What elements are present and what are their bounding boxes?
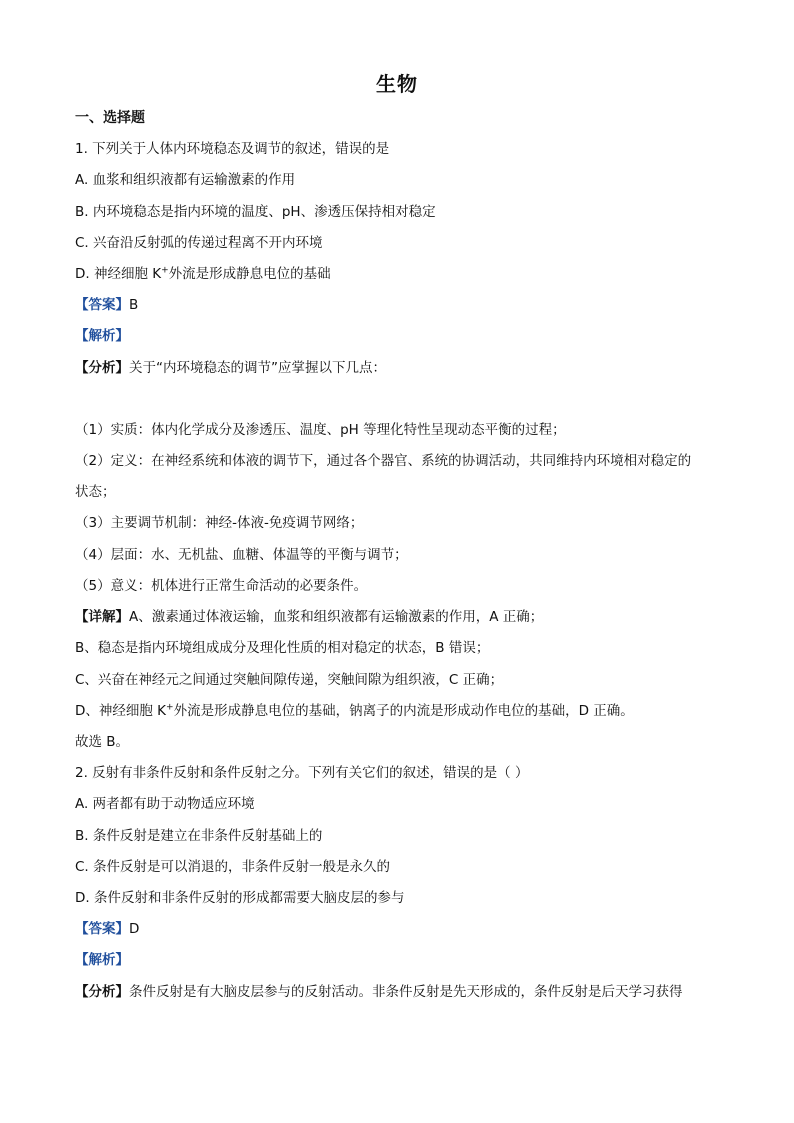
q1-option-d — [75, 264, 734, 284]
q2-fenxi — [75, 982, 734, 1002]
q1-answer — [75, 295, 734, 315]
fenxi-text: 条件反射是有大脑皮层参与的反射活动。非条件反射是先天形成的，条件反射是后天学习获得 — [129, 984, 683, 1000]
answer-value: B — [129, 297, 139, 313]
q1-conclusion: 故选 B。 — [75, 734, 130, 750]
q1-point-1: （1）实质：体内化学成分及渗透压、温度、pH 等理化特性呈现动态平衡的过程； — [75, 422, 566, 438]
q1-detail-b: B、稳态是指内环境组成成分及理化性质的相对稳定的状态，B 错误； — [75, 640, 490, 656]
potassium-charge: + — [166, 702, 174, 713]
detail-d-text-end: 外流是形成静息电位的基础，钠离子的内流是形成动作电位的基础，D 正确。 — [173, 703, 634, 719]
q1-point-3: （3）主要调节机制：神经-体液-免疫调节网络； — [75, 515, 364, 531]
q2-option-d: D. 条件反射和非条件反射的形成都需要大脑皮层的参与 — [75, 890, 405, 906]
fenxi-tag: 【分析】 — [75, 984, 129, 1000]
q1-stem: 1. 下列关于人体内环境稳态及调节的叙述，错误的是 — [75, 141, 390, 157]
answer-tag: 【答案】 — [75, 921, 129, 937]
potassium-charge: + — [161, 265, 169, 276]
answer-tag: 【答案】 — [75, 297, 129, 313]
q2-option-a: A. 两者都有助于动物适应环境 — [75, 796, 255, 812]
fenxi-text: 关于“内环境稳态的调节”应掌握以下几点： — [129, 360, 386, 376]
q1-option-d-text-start: D. 神经细胞 K — [75, 266, 162, 282]
q1-option-c: C. 兴奋沿反射弧的传递过程离不开内环境 — [75, 235, 323, 251]
q1-analysis — [75, 326, 734, 346]
q2-option-c: C. 条件反射是可以消退的，非条件反射一般是永久的 — [75, 859, 391, 875]
xiangjie-tag: 【详解】 — [75, 609, 129, 625]
q2-stem: 2. 反射有非条件反射和条件反射之分。下列有关它们的叙述，错误的是（ ） — [75, 765, 529, 781]
q1-point-2-cont: 状态； — [75, 484, 116, 500]
q1-detail-c: C、兴奋在神经元之间通过突触间隙传递，突触间隙为组织液，C 正确； — [75, 672, 504, 688]
answer-value: D — [129, 921, 140, 937]
q1-option-a: A. 血浆和组织液都有运输激素的作用 — [75, 172, 296, 188]
q2-option-b: B. 条件反射是建立在非条件反射基础上的 — [75, 828, 323, 844]
q2-analysis — [75, 950, 734, 970]
q1-point-2: （2）定义：在神经系统和体液的调节下，通过各个器官、系统的协调活动，共同维持内环境相对稳定的 — [75, 453, 692, 469]
q1-detail-a — [75, 607, 734, 627]
page-title: 生物 — [376, 72, 418, 96]
q1-option-d-text-end: 外流是形成静息电位的基础 — [168, 266, 331, 282]
detail-a-text: A、激素通过体液运输，血浆和组织液都有运输激素的作用，A 正确； — [129, 609, 544, 625]
fenxi-tag: 【分析】 — [75, 360, 129, 376]
detail-d-text-start: D、神经细胞 K — [75, 703, 167, 719]
q1-point-4: （4）层面：水、无机盐、血糖、体温等的平衡与调节； — [75, 547, 408, 563]
q1-fenxi — [75, 358, 734, 378]
analysis-tag: 【解析】 — [75, 328, 129, 344]
analysis-tag: 【解析】 — [75, 952, 129, 968]
q2-answer — [75, 919, 734, 939]
q1-detail-d — [75, 701, 734, 721]
q1-point-5: （5）意义：机体进行正常生命活动的必要条件。 — [75, 578, 368, 594]
section-heading: 一、选择题 — [75, 110, 145, 126]
q1-option-b: B. 内环境稳态是指内环境的温度、pH、渗透压保持相对稳定 — [75, 204, 436, 220]
